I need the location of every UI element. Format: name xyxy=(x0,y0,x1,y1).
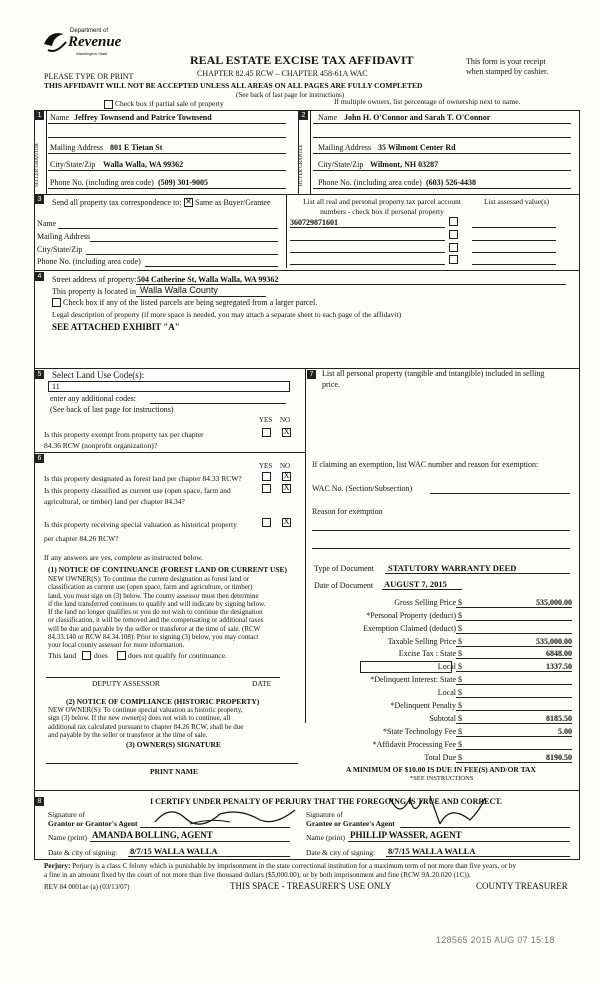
sec3-name-label: Name xyxy=(37,219,57,228)
legal-description[interactable]: SEE ATTACHED EXHIBIT "A" xyxy=(52,322,180,332)
perjury-text-2: a fine in an amount fixed by the court of not more than five thousand dollars ($5,000.00), or by both imprisonment and fine (RCW 9A.20.020 (1C)). xyxy=(44,871,471,879)
sec5-yes-header: YES xyxy=(259,416,273,424)
seller-phone[interactable]: (509) 301-9005 xyxy=(158,178,208,187)
grantor-name-label: Name (print) xyxy=(48,833,87,842)
notice-continuance-line: land, you must sign on (3) below. The county assessor must then determine xyxy=(48,591,259,600)
seller-city-label: City/State/Zip xyxy=(50,160,96,169)
seller-city[interactable]: Walla Walla, WA 99362 xyxy=(103,160,184,169)
sec5-no-header: NO xyxy=(280,416,291,424)
grantor-date-label: Date & city of signing: xyxy=(48,848,118,857)
receipt-note-1: This form is your receipt xyxy=(466,57,546,66)
buyer-city[interactable]: Wilmont, NH 03287 xyxy=(370,160,439,169)
buyer-side-label: BUYER GRANTEE xyxy=(299,144,304,186)
dor-logo xyxy=(40,26,120,66)
notice-compliance-line: additional tax calculated pursuant to chapter 84.26 RCW, shall be due xyxy=(48,722,244,731)
taxable-selling-price-value[interactable]: 535,000.00 xyxy=(536,637,572,646)
notice-continuance-line: or classification, it will be removed and the compensating or additional taxes xyxy=(48,616,264,625)
minimum-fee-note: A MINIMUM OF $10.00 IS DUE IN FEE(S) AND/OR TAX xyxy=(346,765,536,774)
gross-selling-price-dollar: $ xyxy=(458,598,462,607)
historic-question-2: per chapter 84.26 RCW? xyxy=(44,534,119,543)
section-8-marker: 8 xyxy=(35,797,44,806)
form-id: REV 84 0001ae (a) (03/13/07) xyxy=(44,883,130,891)
delinquent-interest-local-label: Local xyxy=(437,688,456,697)
grantee-signature[interactable] xyxy=(380,790,490,830)
delinquent-penalty-label: *Delinquent Penalty xyxy=(390,701,456,710)
subtotal-value[interactable]: 8185.50 xyxy=(546,714,572,723)
land-use-label: Select Land Use Code(s): xyxy=(52,370,145,380)
excise-tax-state-value[interactable]: 6848.00 xyxy=(546,649,572,658)
exempt-yes-checkbox[interactable] xyxy=(262,428,271,437)
personal-property-checkbox-4[interactable] xyxy=(449,255,458,264)
notice-continuance-line: your local county assessor for more information. xyxy=(48,641,185,650)
parcel-number[interactable]: 360729871601 xyxy=(290,218,338,227)
delinquent-interest-local-dollar: $ xyxy=(458,688,462,697)
delinquent-interest-state-label: *Delinquent Interest: State xyxy=(370,675,456,684)
section-1-marker: 1 xyxy=(35,111,44,120)
excise-tax-state-dollar: $ xyxy=(458,649,462,658)
multiple-owners-note: If multiple owners, list percentage of ownership next to name. xyxy=(334,97,521,106)
notice-compliance-title: (2) NOTICE OF COMPLIANCE (HISTORIC PROPERTY) xyxy=(66,697,260,706)
grantor-signature-label: Signature of xyxy=(48,810,85,819)
affidavit-processing-fee-dollar: $ xyxy=(458,740,462,749)
personal-property-label: List all personal property (tangible and intangible) included in selling price. xyxy=(322,369,545,389)
historic-yes-checkbox[interactable] xyxy=(262,518,271,527)
does-checkbox[interactable] xyxy=(82,651,91,660)
treasurer-space-label: THIS SPACE - TREASURER'S USE ONLY xyxy=(230,881,392,891)
deputy-date-label: DATE xyxy=(252,679,272,688)
gross-selling-price-value[interactable]: 535,000.00 xyxy=(536,598,572,607)
legal-label: Legal description of property (if more space is needed, you may attach a separate sheet to each page of the affidavit) xyxy=(52,310,402,319)
total-due-label: Total Due xyxy=(424,753,456,762)
seller-side-label: SELLER GRANTOR xyxy=(35,143,40,187)
taxable-selling-price-dollar: $ xyxy=(458,637,462,646)
taxable-selling-price-label: Taxable Selling Price xyxy=(387,637,456,646)
same-as-buyer-checkbox[interactable]: ✕ xyxy=(185,197,192,206)
notice-compliance-text xyxy=(48,706,243,739)
sec6-no-header: NO xyxy=(280,462,291,470)
this-land-label: This land xyxy=(48,651,77,660)
local-rate-box[interactable] xyxy=(360,661,452,673)
total-due-value[interactable]: 8190.50 xyxy=(546,753,572,762)
buyer-mail[interactable]: 35 Wilmont Center Rd xyxy=(378,143,456,152)
seller-name[interactable]: Jeffrey Townsend and Patrice Townsend xyxy=(74,113,212,122)
total-due-dollar: $ xyxy=(458,753,462,762)
grantee-name[interactable]: PHILLIP WASSER, AGENT xyxy=(350,830,462,840)
notice-continuance-line: If the land no longer qualifies or you do not wish to continue the designation xyxy=(48,608,263,617)
section-4-marker: 4 xyxy=(35,272,44,281)
parcel-header: List all real and personal property tax parcel account numbers - check box if personal property xyxy=(303,197,461,216)
county-treasurer-label: COUNTY TREASURER xyxy=(476,881,568,891)
buyer-city-label: City/State/Zip xyxy=(318,160,364,169)
subtotal-label: Subtotal xyxy=(429,714,456,723)
sec3-mail-label: Mailing Address xyxy=(37,232,91,241)
notice-continuance-line: will be due and payable by the seller or transferor at the time of sale. (RCW xyxy=(48,624,261,633)
doc-type[interactable]: STATUTORY WARRANTY DEED xyxy=(388,563,517,573)
historic-no-checkbox[interactable]: X xyxy=(283,517,290,526)
perjury-line-1 xyxy=(44,862,516,870)
street-label: Street address of property: xyxy=(52,275,137,284)
delinquent-penalty-dollar: $ xyxy=(458,701,462,710)
does-not-label: does not qualify for continuance. xyxy=(128,651,227,660)
type-or-print: PLEASE TYPE OR PRINT xyxy=(44,72,134,81)
sec3-phone-label: Phone No. (including area code) xyxy=(37,257,141,266)
does-label: does xyxy=(94,651,108,660)
buyer-phone[interactable]: (603) 526-4438 xyxy=(426,178,476,187)
current-use-no-checkbox[interactable]: X xyxy=(283,483,290,492)
located-county[interactable]: Walla Walla County xyxy=(140,285,218,295)
state-technology-fee-dollar: $ xyxy=(458,727,462,736)
land-use-code-field[interactable] xyxy=(48,381,290,392)
same-as-buyer-label: Same as Buyer/Grantee xyxy=(195,198,271,207)
grantee-name-label: Name (print) xyxy=(306,833,345,842)
does-not-checkbox[interactable] xyxy=(117,651,126,660)
sec6-yes-header: YES xyxy=(259,462,273,470)
dept-line2: Revenue xyxy=(68,34,122,50)
grantor-date-city[interactable]: 8/7/15 WALLA WALLA xyxy=(130,846,218,856)
exemption-claimed-dollar: $ xyxy=(458,624,462,633)
exemption-label: If claiming an exemption, list WAC number and reason for exemption: xyxy=(312,460,539,469)
recording-stamp: 128565 2015 AUG 07 15:18 xyxy=(436,935,555,945)
subtotal-dollar: $ xyxy=(458,714,462,723)
grantor-agent-label: Grantor or Grantor's Agent xyxy=(48,819,138,828)
segregated-label: Check box if any of the listed parcels are being segregated from a larger parcel. xyxy=(63,298,318,307)
notice-compliance-line: sign (3) below. If the new owner(s) does not wish to continue, all xyxy=(48,714,231,723)
grantee-signature-label: Signature of xyxy=(306,810,343,819)
grantee-agent-label: Grantee or Grantee's Agent xyxy=(306,819,395,828)
notice-continuance-line: if the land transferred continues to qualify and will indicate by signing below. xyxy=(48,599,266,608)
forest-no-checkbox[interactable]: X xyxy=(283,471,290,480)
notice-compliance-line: and payable by the seller or transferor at the time of sale. xyxy=(48,730,208,739)
notice-compliance-line: NEW OWNER(S): To continue special valuation as historic property, xyxy=(48,706,243,714)
personal-property-deduct-label: *Personal Property (deduct) xyxy=(366,611,456,620)
form-title: REAL ESTATE EXCISE TAX AFFIDAVIT xyxy=(190,53,414,67)
excise-tax-local-label: Local xyxy=(437,662,456,671)
personal-property-deduct-dollar: $ xyxy=(458,611,462,620)
section-7-marker: 7 xyxy=(307,370,316,379)
personal-property-checkbox-2[interactable] xyxy=(449,230,458,239)
notice-continuance-line: 84.33.140 or RCW 84.34.108). Prior to signing (3) below, you may contact xyxy=(48,633,259,642)
grantee-date-city[interactable]: 8/7/15 WALLA WALLA xyxy=(388,846,476,856)
dept-line3: Washington State xyxy=(76,51,108,56)
excise-tax-state-label: Excise Tax : State xyxy=(398,649,456,658)
notice-continuance-line: NEW OWNER(S): To continue the current designation as forest land or xyxy=(48,575,250,583)
tax-correspondence-label: Send all property tax correspondence to: xyxy=(52,198,182,207)
delinquent-interest-state-dollar: $ xyxy=(458,675,462,684)
section-6-marker: 6 xyxy=(35,454,44,463)
wac-label: WAC No. (Section/Subsection) xyxy=(312,484,413,493)
current-use-question-1: Is this property classified as current use (open space, farm and xyxy=(44,486,231,495)
additional-codes-label: enter any additional codes: xyxy=(50,394,136,403)
notice-continuance-line: classification as current use (open space, farm and agriculture, or timber) xyxy=(48,583,253,592)
grantee-date-label: Date & city of signing: xyxy=(306,848,376,857)
gross-selling-price-label: Gross Selling Price xyxy=(394,598,456,607)
if-yes-instructions: If any answers are yes, complete as instructed below. xyxy=(44,553,204,562)
state-technology-fee-value[interactable]: 5.00 xyxy=(558,727,572,736)
form-chapter: CHAPTER 82.45 RCW – CHAPTER 458-61A WAC xyxy=(197,69,368,78)
receipt-note-2: when stamped by cashier. xyxy=(466,67,549,76)
certify-statement: I CERTIFY UNDER PENALTY OF PERJURY THAT THE FOREGOING IS TRUE AND CORRECT. xyxy=(150,797,503,806)
forest-yes-checkbox[interactable] xyxy=(262,472,271,481)
notice-continuance-text xyxy=(48,575,265,650)
deputy-assessor-label: DEPUTY ASSESSOR xyxy=(92,679,160,688)
section-3-marker: 3 xyxy=(35,195,44,204)
personal-property-checkbox-1[interactable] xyxy=(449,217,458,226)
buyer-name-label: Name xyxy=(318,113,338,122)
warning-text: THIS AFFIDAVIT WILL NOT BE ACCEPTED UNLESS ALL AREAS ON ALL PAGES ARE FULLY COMPLETED xyxy=(44,81,423,90)
buyer-name[interactable]: John H. O'Connor and Sarah T. O'Connor xyxy=(344,113,491,122)
excise-tax-local-value[interactable]: 1337.50 xyxy=(546,662,572,671)
sec5-see-back: (See back of last page for instructions) xyxy=(50,405,174,414)
personal-property-checkbox-3[interactable] xyxy=(449,243,458,252)
excise-tax-local-dollar: $ xyxy=(458,662,462,671)
dept-line1: Department of xyxy=(70,28,109,34)
street-address[interactable]: 504 Catherine St, Walla Walla, WA 99362 xyxy=(137,275,279,284)
exempt-question-1: Is this property exempt from property tax per chapter xyxy=(44,430,204,439)
exempt-no-checkbox[interactable]: X xyxy=(283,427,290,436)
segregated-checkbox[interactable] xyxy=(52,298,61,307)
section-2-marker: 2 xyxy=(299,111,308,120)
current-use-yes-checkbox[interactable] xyxy=(262,484,271,493)
partial-sale-label: Check box if partial sale of property xyxy=(115,99,224,108)
affidavit-processing-fee-label: *Affidavit Processing Fee xyxy=(372,740,456,749)
doc-date[interactable]: AUGUST 7, 2015 xyxy=(384,579,447,589)
seller-name-label: Name xyxy=(50,113,70,122)
grantor-name[interactable]: AMANDA BOLLING, AGENT xyxy=(92,830,213,840)
see-instructions: *SEE INSTRUCTIONS xyxy=(410,775,474,782)
perjury-text-1: Perjury is a class C felony which is punishable by imprisonment in the state correctional institution for a maximum term of not more than five years, or by xyxy=(72,862,517,870)
doc-type-label: Type of Document xyxy=(314,564,374,573)
historic-question-1: Is this property receiving special valuation as historical property xyxy=(44,520,237,529)
grantor-signature[interactable] xyxy=(150,800,300,830)
assessed-header: List assessed value(s) xyxy=(484,197,549,206)
land-use-code: 11 xyxy=(52,382,60,391)
exempt-question-2: 84.36 RCW (nonprofit organization)? xyxy=(44,441,158,450)
exemption-reason-label: Reason for exemption xyxy=(312,507,383,516)
buyer-phone-label: Phone No. (including area code) xyxy=(318,178,422,187)
seller-mail[interactable]: 801 E Tietan St xyxy=(110,143,163,152)
print-name-label: PRINT NAME xyxy=(150,767,198,776)
seller-phone-label: Phone No. (including area code) xyxy=(50,178,154,187)
partial-sale-checkbox[interactable] xyxy=(104,100,113,109)
exemption-claimed-label: Exemption Claimed (deduct) xyxy=(363,624,456,633)
section-5-marker: 5 xyxy=(35,370,44,379)
state-technology-fee-label: *State Technology Fee xyxy=(382,727,456,736)
perjury-label: Perjury: xyxy=(44,862,71,870)
see-back: (See back of last page for instructions) xyxy=(236,91,345,99)
located-label: This property is located in xyxy=(52,287,136,296)
forest-question: Is this property designated as forest land per chapter 84.33 RCW? xyxy=(44,474,242,483)
buyer-mail-label: Mailing Address xyxy=(318,143,372,152)
owner-signature-label: (3) OWNER(S) SIGNATURE xyxy=(126,740,221,749)
seller-mail-label: Mailing Address xyxy=(50,143,104,152)
current-use-question-2: agricultural, or timber) land per chapter 84.34? xyxy=(44,497,185,506)
doc-date-label: Date of Document xyxy=(314,581,374,590)
notice-continuance-title: (1) NOTICE OF CONTINUANCE (FOREST LAND OR CURRENT USE) xyxy=(48,565,288,574)
sec3-city-label: City/State/Zip xyxy=(37,245,83,254)
